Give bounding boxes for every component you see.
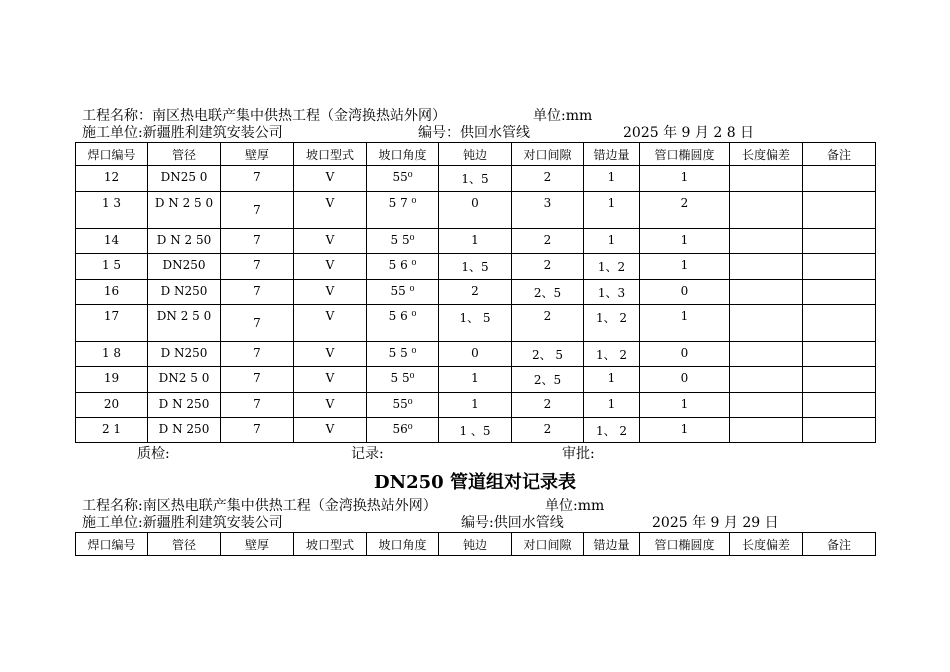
table-cell: 1 <box>640 229 730 254</box>
table-cell: 5 7 ⁰ <box>367 192 439 229</box>
table-cell: D N 2 50 <box>148 229 221 254</box>
table-cell: 1、 2 <box>584 418 640 443</box>
table-cell: 14 <box>76 229 148 254</box>
table-cell <box>730 229 803 254</box>
table-cell: 7 <box>221 305 294 342</box>
table-cell <box>730 254 803 280</box>
table-cell: V <box>294 305 367 342</box>
table-cell: 2 <box>512 393 584 418</box>
project-name-line: 工程名称:南区热电联产集中供热工程（金湾换热站外网） <box>82 498 437 514</box>
col-header: 壁厚 <box>221 143 294 166</box>
table-cell: V <box>294 393 367 418</box>
col-header: 坡口型式 <box>294 143 367 166</box>
table-cell: 56⁰ <box>367 418 439 443</box>
col-header: 管径 <box>148 533 221 556</box>
table-cell: 2、5 <box>512 280 584 305</box>
table-cell: 5 5⁰ <box>367 367 439 393</box>
table-cell: 1 <box>584 229 640 254</box>
table-row <box>76 192 876 229</box>
weld-record-table <box>75 142 876 443</box>
table-cell <box>730 418 803 443</box>
col-header: 钝边 <box>439 143 512 166</box>
table-cell: 55⁰ <box>367 393 439 418</box>
table-row <box>76 342 876 367</box>
table-cell: 1、5 <box>439 166 512 192</box>
col-header: 错边量 <box>584 533 640 556</box>
table-row <box>76 367 876 393</box>
col-header: 对口间隙 <box>512 533 584 556</box>
table-cell: V <box>294 254 367 280</box>
table-cell: 5 6 ⁰ <box>367 254 439 280</box>
table-cell: V <box>294 342 367 367</box>
table-cell: 1 <box>439 367 512 393</box>
table-cell: D N 2 5 0 <box>148 192 221 229</box>
qc-label: 质检: <box>137 446 170 462</box>
table-cell: V <box>294 367 367 393</box>
table-cell <box>730 367 803 393</box>
table-cell: 2 <box>512 166 584 192</box>
table-cell: 2 <box>512 418 584 443</box>
table-cell: 0 <box>640 342 730 367</box>
col-header: 备注 <box>803 143 876 166</box>
col-header: 管径 <box>148 143 221 166</box>
table-cell: 1 <box>439 229 512 254</box>
table-cell: 1 8 <box>76 342 148 367</box>
col-header: 备注 <box>803 533 876 556</box>
unit-line: 单位:mm <box>545 498 605 514</box>
table-cell: 1 5 <box>76 254 148 280</box>
table-cell: 1 <box>640 305 730 342</box>
table-cell: 2 <box>439 280 512 305</box>
table-header-row <box>76 143 876 166</box>
unit-line: 单位:mm <box>533 108 593 124</box>
table-cell: 2 <box>512 254 584 280</box>
table-cell: 1、 2 <box>584 342 640 367</box>
table-cell: 1 <box>640 393 730 418</box>
table-cell <box>803 342 876 367</box>
table-row <box>76 229 876 254</box>
table-cell <box>803 280 876 305</box>
table-cell: 1 <box>640 418 730 443</box>
col-header: 焊口编号 <box>76 533 148 556</box>
col-header: 长度偏差 <box>730 143 803 166</box>
table-cell: 5 6 ⁰ <box>367 305 439 342</box>
table-cell: 12 <box>76 166 148 192</box>
table-cell <box>730 393 803 418</box>
col-header: 管口椭圆度 <box>640 533 730 556</box>
table-cell <box>803 254 876 280</box>
table-row <box>76 418 876 443</box>
table-cell: V <box>294 192 367 229</box>
table-cell <box>730 280 803 305</box>
table-cell: 7 <box>221 192 294 229</box>
table-cell: 1 <box>584 367 640 393</box>
table-cell: 2 <box>512 229 584 254</box>
table-cell: 2、5 <box>512 367 584 393</box>
table-cell <box>730 166 803 192</box>
table-cell: 0 <box>439 342 512 367</box>
table-cell: 7 <box>221 280 294 305</box>
table-cell: 55⁰ <box>367 166 439 192</box>
col-header: 坡口型式 <box>294 533 367 556</box>
table-header-row <box>76 533 876 556</box>
table-cell: V <box>294 166 367 192</box>
table-cell: 19 <box>76 367 148 393</box>
table-cell: 5 5 ⁰ <box>367 342 439 367</box>
table-row <box>76 166 876 192</box>
table-cell <box>803 418 876 443</box>
col-header: 壁厚 <box>221 533 294 556</box>
table-cell: 1、5 <box>439 254 512 280</box>
table-cell <box>803 367 876 393</box>
table-cell: 0 <box>640 367 730 393</box>
table-cell <box>803 192 876 229</box>
col-header: 管口椭圆度 <box>640 143 730 166</box>
col-header: 坡口角度 <box>367 143 439 166</box>
table-cell: 3 <box>512 192 584 229</box>
table-cell: V <box>294 229 367 254</box>
table-cell: 7 <box>221 166 294 192</box>
table-cell: 16 <box>76 280 148 305</box>
table-row <box>76 393 876 418</box>
date-line: 2025 年 9 月 29 日 <box>652 515 779 531</box>
table-cell: 7 <box>221 254 294 280</box>
number-line: 编号：供回水管线 <box>418 125 530 141</box>
table-row <box>76 254 876 280</box>
table-cell: 55 ⁰ <box>367 280 439 305</box>
approve-label: 审批: <box>562 446 595 462</box>
number-line: 编号:供回水管线 <box>461 515 564 531</box>
table-cell: D N250 <box>148 280 221 305</box>
table-cell: 1 <box>640 166 730 192</box>
table-cell: 1、 2 <box>584 305 640 342</box>
table-cell: 2 1 <box>76 418 148 443</box>
table-cell: 1 <box>640 254 730 280</box>
table-cell <box>803 305 876 342</box>
table-cell: 1 3 <box>76 192 148 229</box>
table-row <box>76 305 876 342</box>
table-cell <box>803 393 876 418</box>
table-cell: 2 <box>640 192 730 229</box>
col-header: 对口间隙 <box>512 143 584 166</box>
table-cell: DN 2 5 0 <box>148 305 221 342</box>
table-cell: 20 <box>76 393 148 418</box>
table-cell: DN250 <box>148 254 221 280</box>
table-cell: V <box>294 418 367 443</box>
project-name-line: 工程名称：南区热电联产集中供热工程（金湾换热站外网） <box>82 108 446 124</box>
table-cell: 7 <box>221 367 294 393</box>
table-cell: 7 <box>221 229 294 254</box>
table-cell: D N 250 <box>148 393 221 418</box>
table-cell: 1 <box>584 166 640 192</box>
table-cell: 1 、5 <box>439 418 512 443</box>
table-cell: 1、2 <box>584 254 640 280</box>
table-cell: 1、 5 <box>439 305 512 342</box>
table-cell: 1 <box>584 393 640 418</box>
table-cell: 7 <box>221 342 294 367</box>
table-cell: 0 <box>439 192 512 229</box>
weld-record-table-2 <box>75 532 876 556</box>
table-cell: D N250 <box>148 342 221 367</box>
table-cell: 7 <box>221 418 294 443</box>
col-header: 焊口编号 <box>76 143 148 166</box>
table-cell <box>803 166 876 192</box>
col-header: 钝边 <box>439 533 512 556</box>
table-cell <box>730 342 803 367</box>
table-cell: 1 <box>584 192 640 229</box>
contractor-line: 施工单位:新疆胜利建筑安装公司 <box>82 125 283 141</box>
date-line: 2025 年 9 月 2 8 日 <box>623 125 755 141</box>
table-cell: 17 <box>76 305 148 342</box>
contractor-line: 施工单位:新疆胜利建筑安装公司 <box>82 515 283 531</box>
col-header: 长度偏差 <box>730 533 803 556</box>
doc-title: DN250 管道组对记录表 <box>374 472 576 493</box>
col-header: 错边量 <box>584 143 640 166</box>
table-cell: D N 250 <box>148 418 221 443</box>
table-cell <box>730 305 803 342</box>
table-cell: DN2 5 0 <box>148 367 221 393</box>
table-cell: 0 <box>640 280 730 305</box>
table-cell: 1 <box>439 393 512 418</box>
table-cell <box>803 229 876 254</box>
table-cell: 7 <box>221 393 294 418</box>
table-cell: 5 5⁰ <box>367 229 439 254</box>
table-cell: 2、 5 <box>512 342 584 367</box>
table-cell: 1、3 <box>584 280 640 305</box>
col-header: 坡口角度 <box>367 533 439 556</box>
table-cell: 2 <box>512 305 584 342</box>
table-cell: V <box>294 280 367 305</box>
record-label: 记录: <box>351 446 384 462</box>
table-row <box>76 280 876 305</box>
table-cell: DN25 0 <box>148 166 221 192</box>
table-cell <box>730 192 803 229</box>
